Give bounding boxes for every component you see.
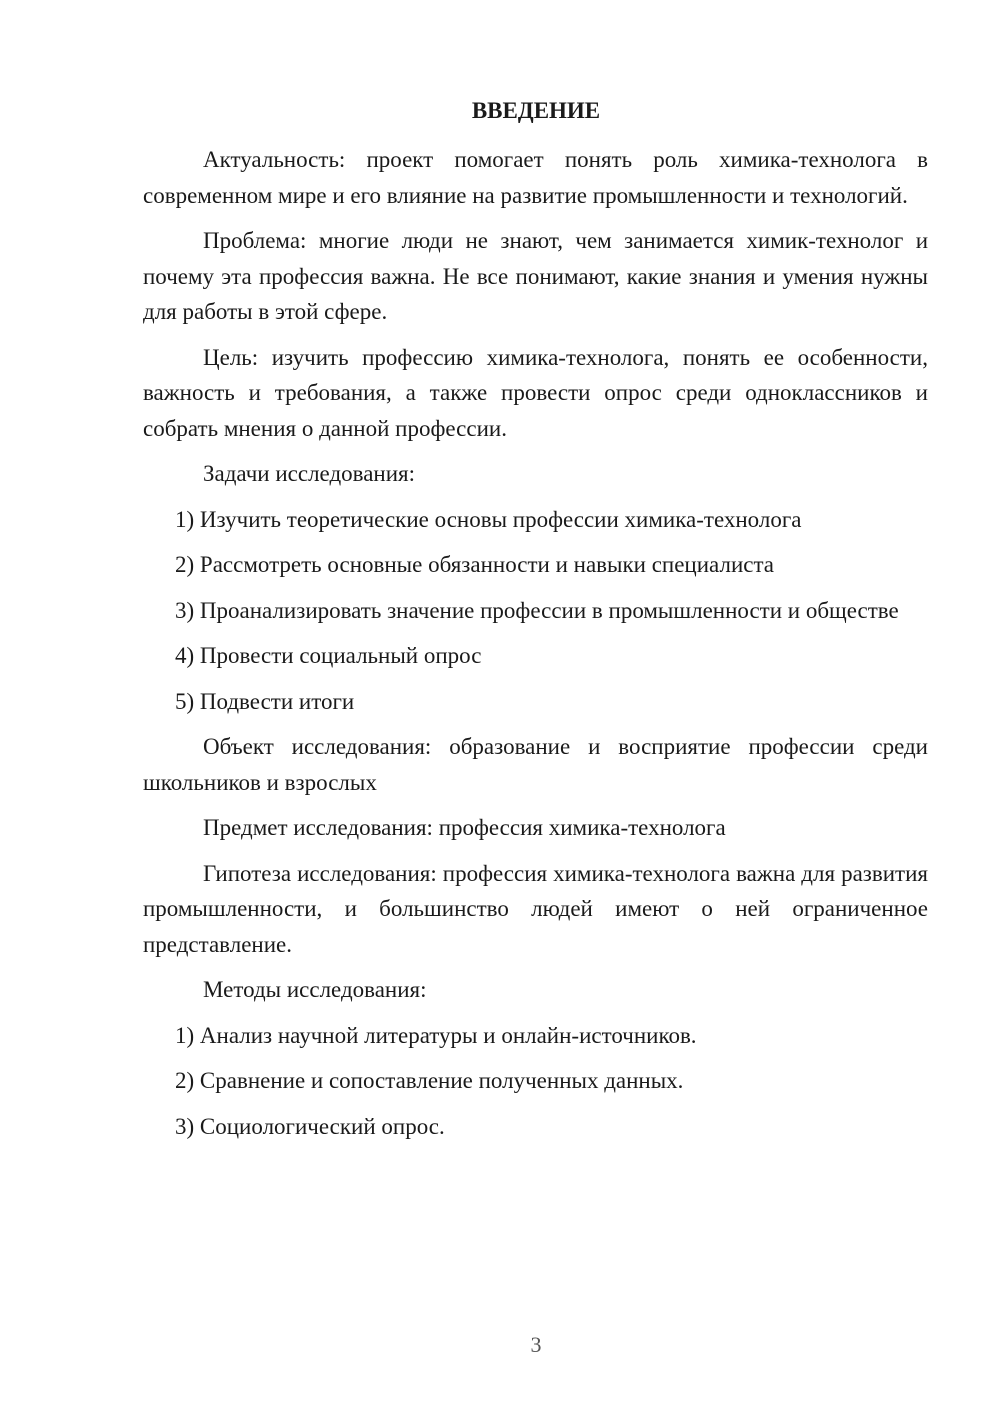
method-item-2: 2) Сравнение и сопоставление полученных данных. [175, 1068, 684, 1093]
paragraph-goal: Цель: изучить профессию химика-технолога, понять ее особенности, важность и требования, а также провести опрос среди одноклассников и собрать мнения о данной профессии. [143, 344, 928, 441]
paragraph-subject: Предмет исследования: профессия химика-технолога [203, 815, 726, 840]
body-text [143, 142, 928, 1154]
method-item-1: 1) Анализ научной литературы и онлайн-источников. [175, 1022, 697, 1048]
task-item-4: 4) Провести социальный опрос [175, 643, 482, 668]
paragraph-hypothesis: Гипотеза исследования: профессия химика-технолога важна для развития промышленности, и большинство людей имеют о ней ограниченное представление. [143, 860, 928, 957]
method-item-3: 3) Социологический опрос. [175, 1113, 445, 1139]
task-item-3: 3) Проанализировать значение профессии в промышленности и обществе [175, 597, 899, 623]
paragraph-problem: Проблема: многие люди не знают, чем занимается химик-технолог и почему эта профессия важна. Не все понимают, какие знания и умения нужны для работы в этой сфере. [143, 228, 928, 324]
section-heading: ВВЕДЕНИЕ [471, 98, 601, 123]
paragraph-object: Объект исследования: образование и восприятие профессии среди школьников и взрослых [143, 734, 928, 795]
page-number: 3 [530, 1332, 542, 1357]
task-item-5: 5) Подвести итоги [175, 688, 355, 714]
task-item-1: 1) Изучить теоретические основы профессии химика-технолога [175, 506, 802, 532]
paragraph-tasks-title: Задачи исследования: [203, 461, 416, 486]
paragraph-methods-title: Методы исследования: [203, 977, 427, 1002]
paragraph-relevance: Актуальность: проект помогает понять роль химика-технолога в современном мире и его влияние на развитие промышленности и технологий. [143, 147, 928, 208]
task-item-2: 2) Рассмотреть основные обязанности и навыки специалиста [175, 552, 774, 577]
